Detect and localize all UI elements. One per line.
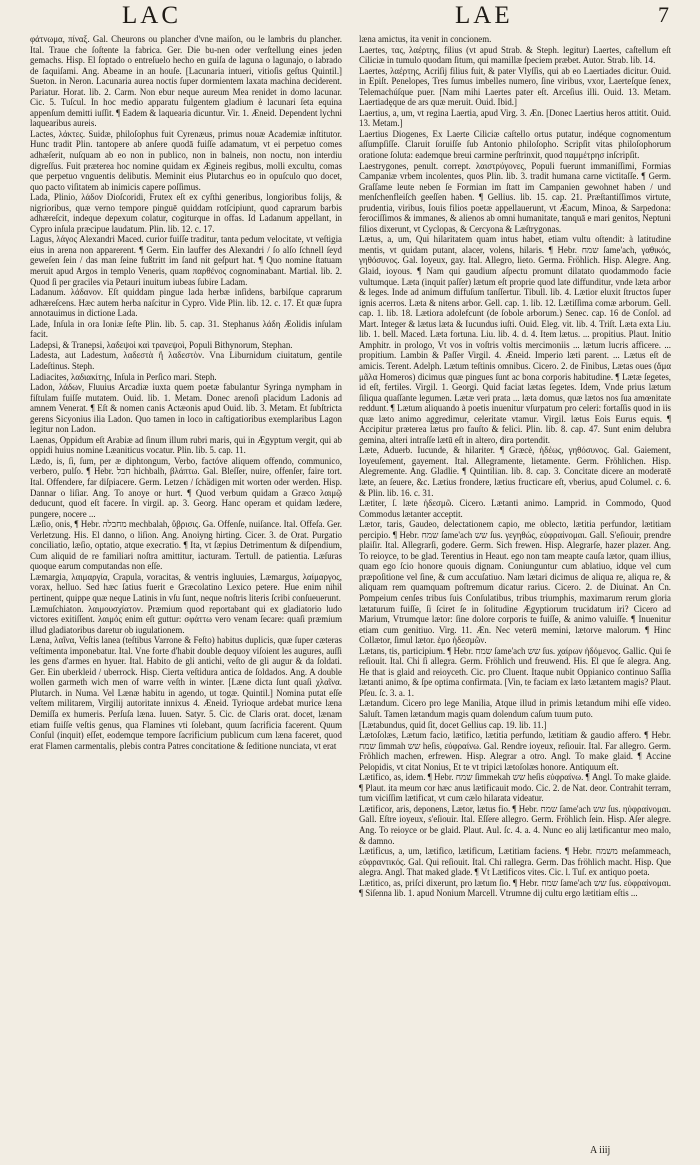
right-column bbox=[359, 34, 671, 1146]
entry-paragraph: Læte, Aduerb. Iucunde, & hilariter. ¶ Græcè, ἡδέως, γηθόσυνος. Gal. Gaiement, Ioyeuſement, gayement. Ital. Allegramente, lietamente. Germ. Fröhlichen. Hisp. Alegremente. Ang. Gladlie. ¶ Quintilian. lib. 8. cap. 3. Concitate dicere an moderatē læte, an ſeuere, &c. Lætius frondere, lætius fructicare eſt, vberius, apud Columel. c. 6. & Plin. lib. 16. c. 31. bbox=[359, 445, 671, 498]
entry-paragraph: Ladepsi, & Tranepsi, λαδεψοὶ καὶ τρανεψοὶ, Populi Bithynorum, Stephan. bbox=[30, 339, 293, 350]
entry-paragraph: Lætoſolæs, Lætum facio, lætifico, lætitia perfundo, lætitiam & gaudio affero. ¶ Hebr. שמח ſimmah שש heſis, εὐφραίνω. Gal. Rendre ioyeux, reſiouir. Ital. Far allegro. Germ. Fröhlich machen, erfrewen. Hisp. Alegrar a otro. Angl. To make glaid. ¶ Accine Pelopidis, vt citat Nonius, Et te vt tripici lætoſolæs honore. Antiquum eſt. bbox=[359, 730, 671, 772]
entry-paragraph: Lætor, taris, Gaudeo, delectationem capio, me oblecto, lætitia perfundor, lætitiam percipio. ¶ Hebr. שמח ſame'ach שש ſus. γεγηθώς, εὐφραίνομαι. Gall. S'eſiouir, prendre plaiſir. Ital. Allegrarſi, godere. Germ. Sich frewen. Hisp. Alegrarſe, hazer plazer. Ang. To reioyce, to be glad. Terentius in Heaut. ego non tam meapte cauſa lætor, quam illius, quam ego ſcio honore quouis dignam. Coniunguntur cum ablatiuo, idque vel cum præpoſitione vel ſine, & cum accuſatiuo. Nam lætari dicimus de aliqua re, aliqua re, & aliquam rem quamquam poſtremum dicatur rarius. Cicero. 2. de Diuinat. An Cn. Pompeium cenſes tribus ſuis Conſulatibus, tribus triumphis, maximarum rerum gloria lætaturum fuiſſe, ſi ſciret ſe in ſolitudine Ægyptiorum trucidatum iri? Cicero ad Marium, Vtrumque lætor: ſine dolore corporis te fuiſſe, & animo valuiſſe. ¶ Inuenitur etiam cum genitiuo. Virg. 11. Æn. Nec veterū memini, lætorve malorum. ¶ Hinc Collætor, ſimul lætor. ἑμο ἡδεσμῶν. bbox=[359, 519, 671, 646]
entry-paragraph: Lactes, λάκτες. Suidæ, philoſophus fuit Cyrenæus, primus nouæ Academiæ inſtitutor. Hunc tradit Plin. tantopere ab anſere quodā fuiſſe adamatum, vt ei perpetuo comes adhæſerit, nuſquam ab eo non in publico, non in balneis, non noctu, non interdiu digreſſus. Fuit præterea hoc nomine quidam ex Ægineis regibus, molli excultu, comas que perpetuo vnguentis delibutis. Meminit eius Plutarchus eo in opuſculo quo docet, quo pacto viſitatem ab inimicis capere poſſimus. bbox=[30, 128, 342, 192]
header-left-word: LAC bbox=[122, 2, 181, 29]
entry-paragraph: Laenas, Oppidum eſt Arabiæ ad ſinum illum rubri maris, qui in Ægyptum vergit, qui ab oppidi huius nomine Læaniticus vocatur. Plin. lib. 5. cap. 11. bbox=[30, 434, 342, 456]
running-header bbox=[0, 2, 700, 32]
entry-paragraph: Laertius Diogenes, Ex Laerte Ciliciæ caſtello ortus putatur, indéque cognomentum aſſumpſiſſe. Claruit ſoruiſſe ſub Antonio philoſopho. Scripſit vitas philoſophorum oratione ſoluta: eademque breui carmine perſtrinxit, quod παμμέτρησ inſcripſit. bbox=[359, 128, 671, 161]
entry-paragraph: Læſio, onis, ¶ Hebr. מחבלה mechbalah, ὕβρισις. Ga. Offenſe, nuiſance. Ital. Offeſa. Ger. Verletzung. His. El danno, o liſion. Ang. Anoiyng hirting. Cicer. 3. de Orat. Purgatio conciliatio, læſio, optatio, atque execratio. ¶ Ita, vt ſæpius Detrimentum & diſpendium, Cum aliquid de re familiari noſtra amittitur, iacturam. Tertull. de patientia. Læſuras quoque earum computandas non eſſe. bbox=[30, 519, 342, 572]
entry-paragraph: Lada, Plinio, λάδον Dioſcoridi, Frutex eſt ex cyſthi generibus, longioribus folijs, & nigrioribus, quæ verno tempore pinguē quiddam rotſcipiunt, quod caprarum barbis adhæreſcit, indeque depexum colatur, cogiturque in offas. Id Ladanum appellant, in Cypro inſula præcipue laudatum. Plin. lib. 12. c. 17. bbox=[30, 192, 342, 234]
entry-paragraph: Lætus, a, um, Qui hilaritatem quam intus habet, etiam vultu oſtendit: à latitudine mentis, vt quidam putant, alacer, volens, hilaris. ¶ Hebr. שמח ſame'ach, γαθικός, γηθόσυνος. Gal. Ioyeux, gay. Ital. Allegro, lieto. Germa. Fröhlich. Hisp. Alegre. Ang. Glaid, ioyous. ¶ Nam qui gaudium aſpectu promunt dilatato quodammodo facie vultumque. Læta (inquit paſſer) lætum eſt proprie quod late diffunditur, vnde læta arbor & leges. Inde ad animum diffuſum tanſſertur. Tibull. lib. 4. Lætior eluxit ſtructos ſuper ignis acerros. Læta & nitens arbor. Gell. cap. 1. lib. 12. Lætiſſima comæ arborum. Gell. cap. 1. lib. 18. Lætiora adolefcunt (de ſobole arborum.) Senec. cap. 16 de Conſol. ad Mart. Integer & lætus læta & Iucundus iuſti. Ouid. Eleg. vit. lib. 4. Triſt. Læta exta Liu. lib. 1. bell. Maced. Læta fortuna. Liu. lib. 4. d. 4. Item lætus. ... propitius. Plaut. Initio Amphitr. in prologo, Vt vos in voſtris voltis mercimoniis ... lætum lucris afficere. ... propitium. Lambin & Paſſer Virgil. 4. Æneid. Imperio læti parent. ... Lætus eſt de amicis. Terent. Adelph. Lætum teſtinis omnibus. Cicero. 2. de Finibus, Lætas oues (ἄμα μᾶλα Homeros) dicimus quæ pingues ſunt ac bona corporis habitudine. ¶ Lætæ ſegetes, id eſt, fertiles. Virgil. 1. Georgi. Quid faciat lætas ſegetes. Idem, Vnde prius lætum ſiliqua quaſſante legumen. Lætæ veri prata ... læta domus, quæ lætos nos ſua amœnitate reddunt. ¶ Lætum aliquando à poetis inuenitur vſurpatum pro celeri: fortaſſis quod in iis quæ læto animo aggredimur, celeritate vtamur. Virgil. lætus Eois Eurus equis. ¶ Accipitur præterea lætus pro fauſto & felici. Plin. lib. 8. cap. 47. Sunt enim delubra gemina, alteri intraſſe lætū eſt in altero, dira portendit. bbox=[359, 234, 671, 445]
entry-paragraph: Lætificor, aris, deponens, Lætor, lætus fio. ¶ Hebr. שמח ſame'ach שש ſus. ηὐφραίνομαι. Gall. Eſtre ioyeux, s'eſiouir. Ital. Eſſere allegro. Germ. Fröhlich ſein. Hisp. Aſer alegre. Ang. To reioyce or be glaid. Plaut. Aul. ſc. 4. a. 4. Nunc eo alij lætificantur meo malo, & damno. bbox=[359, 803, 671, 846]
entry-paragraph: Læmargia, λαιμαργία, Crapula, voracitas, & ventris ingluuies, Læmargus, λαίμαργος, vorax, helluo. Sed hæc ſatius fuerit e Græcolatino Lexico petere. Hue enim nihil pertinent, quippe quæ neque Latinis in vſu ſunt, neque noſtris literis ſcribi conſueuerunt. bbox=[30, 571, 342, 603]
entry-paragraph: Ladiacites, λαδιακίτης, Inſula in Perſico mari. Steph. bbox=[30, 371, 217, 382]
signature-mark: A iiij bbox=[590, 1145, 611, 1156]
left-column bbox=[30, 34, 342, 1146]
header-right-word: LAE bbox=[455, 2, 513, 29]
entry-paragraph: Lætiter, ſ. læte ἡδεσμῶ. Cicero. Lætanti animo. Lamprid. in Commodo, Quod Commodus lætanter acceptit. bbox=[359, 498, 671, 519]
entry-paragraph: Læna, λαῖνα, Veſtis lanea (teſtibus Varrone & Feſto) habitus duplicis, quæ ſuper cæteras veſtimenta imponebatur. Ital. Vne forte d'habit double dequoy viſoient les augures, auſſi les gens d'armes en hyuer. Ital. Habito de gli antichi, veſto de gli augur & da ſoldati. Ger. Ein uberkleid / uberrock. Hisp. Cierta veſtidura antica de ſoldados. Ang. A double wollen garmeth wich men of warre veſth in winter. [Læne dicta ſunt quaſi χλαῖνα. Plutarch. in Numa. Vel Lænæ habitu in agendo, ut togæ. Quintil.] Nomina putat eſſe veſtem militarem, Virgilij autoritate innixus 4. Æneid. Tyrioque ardebat murice læna Demiſſa ex humeris. Perſuſa læna. Iuuen. Satyr. 5. Cic. de Claris orat. docet, lænam etiam fuiſſe veſtis genus, qua Flamines vti ſolebant, quum ſacrificia facerent. Quum Conſul (inquit) eſſet, eodemque tempore ſacrificium publicum cum læna faceret, quod erat Flamen carmentalis, plebis contra Patres concitatione & ſeditione nunciata, vt erat bbox=[30, 635, 342, 751]
entry-paragraph: Lætifico, as, idem. ¶ Hebr. שמח ſimmekah שש heſis εὐφραίνω. ¶ Angl. To make glaide. ¶ Plaut. ita meum cor hæc anus lætificauit modo. Cic. 2. de Nat. deor. Contrahit terram, tum viciſſim lætificat, vt cum cælo hilarata videatur. bbox=[359, 772, 671, 804]
entry-paragraph: Lætandum. Cicero pro lege Manilia, Atque illud in primis lætandum mihi eſſe video. Saluſt. Tamen lætandum magis quam dolendum caſum tuum puto. bbox=[359, 698, 671, 719]
entry-paragraph: Læmuſchiaton. λαιμουσχίατον. Præmium quod reportabant qui ex gladiatorio ludo victores exitiſſent. λαιμός enim eſt guttur: σφάττω vero venam ſecare: quaſi præmium illud gladiatoribus daretur ob iugulationem. bbox=[30, 603, 342, 635]
entry-paragraph: Laestrygones, penult. corrept. λαιστρύγονες, Populi fuerunt immaniſſimi, Formias Campaniæ vrbem incolentes, quos Plin. lib. 3. tradit humana carne victitaſſe. ¶ Germ. Graſſame leute neben ſe Formian im ſtatt im Campanien gewohnet haben / und menſchenfleiſch geeſſen haben. ¶ Gellius. lib. 15. cap. 21. Præſtantiſſimos virtute, prudentia, viribus, Iouis filios poetæ appellauerunt, vt Æacum, Minoa, & Sarpedona: ferociſſimos & immanes, & alienos ab omni humanitate, tanquā e mari genitos, Neptuni filios dixerunt, vt Cyclopas, & Cercyona & Læſtrygonas. bbox=[359, 160, 671, 234]
entry-paragraph: Laertes, λαέρτης, Acriſij filius fuit, & pater Vlyſſis, qui ab eo Laertiades dicitur. Ouid. in Epiſt. Penelopes, Tres ſumus imbelles numero, ſine viribus, vxor, Laerteſque ſenex, Telemachúſque puer. [Nam mihi Laertes pater eſt. Arceſius illi. Ouid. 13. Metam. Laertiadęque de ars quæ meruit. Ouid. Ibid.] bbox=[359, 65, 671, 108]
entry-paragraph: Lætans, tis, participium. ¶ Hebr. שמח ſame'ach שש ſus. χαίρων ἡδόμενος. Gallic. Qui ſe reſiouit. Ital. Chi ſi allegra. Germ. Fröhlich und freuwend. His. El que ſe alegra. Ang. He that is glaid and reioyceth. Cic. pro Cluent. Itaque nubit Oppianico continuo Saſſia lætanti animo, & ſpe optima confirmata. [Vin, te faciam ex læto lætantem magis? Plaut. Pſeu. ſc. 3. a. 1. bbox=[359, 645, 671, 698]
entry-paragraph: læna amictus, ita venit in concionem. bbox=[359, 34, 492, 44]
entry-paragraph: Lætitico, as, priſci dixerunt, pro lætum ſio. ¶ Hebr. שמח ſame'ach שש ſus. εὐφραίνομαι. ¶ Siſenna lib. 1. apud Nonium Marcell. Vtrumne dij cultu ergo lætitiam eſtis ... bbox=[359, 877, 671, 899]
page-number: 7 bbox=[658, 2, 672, 27]
entry-paragraph: Ladon, λάδων, Fluuius Arcadiæ iuxta quem poetæ fabulantur Syringa nympham in fiſtulam fuiſſe mutatem. Ouid. lib. 1. Metam. Donec arenoſi placidum Ladonis ad amnem Venerat. ¶ Eſt & nomen canis Actæonis apud Ouid. lib. 3. Metam. Et ſubſtricta gerens Sicyonius ilia Ladon. Quo tamen in loco in caſtigatioribus exemplaribus Lagon legitur non Ladon. bbox=[30, 382, 342, 435]
entry-paragraph: Laertius, a, um, vt regina Laertia, apud Virg. 3. Æn. [Donec Laertius heros attitit. Ouid. 13. Metam.] bbox=[359, 107, 671, 129]
entry-paragraph: Lagus, λάγος Alexandri Maced. curior fuiſſe traditur, tanta pedum velocitate, vt veſtigia eius in arena non apparerent. ¶ Germ. Ein lauffer des Alexandri / ſo alſo ſchnell ſeyd geweſen ſein / das man ſeine fußtritt im ſand nit geſpurt hat. ¶ Quo nomine ſtatuam meruit apud Argos in templo Veneris, quam παρθένος cognominabant. Martial. lib. 2. Quod ſi per graciles via Petauri inuitum iubeas ſubire Ladam. bbox=[30, 234, 342, 287]
entry-paragraph: Laertes, τας, λαέρτης, filius (vt apud Strab. & Steph. legitur) Laertes, caſtellum eſt Ciliciæ in tumulo quodam ſitum, qui mamillæ ſpeciem præbet. Autor. Strab. lib. 14. bbox=[359, 44, 671, 66]
entry-paragraph: Ladesta, aut Ladestum, λαδεστὰ ἢ λαδεστὸν. Vna Liburnidum ciuitatum, gentile Ladeſtinus. Steph. bbox=[30, 350, 342, 371]
entry-paragraph: Lædo, is, ſi, ſum, per æ diphtongum, Verbo, factóve aliquem offendo, communico, verbero, pulſo. ¶ Hebr. חבל hichbalh, βλάπτω. Gal. Bleſſer, nuire, offenſer, faire tort. Ital. Offendere, far diſpiacere. Germ. Letzen / ſchädigen mit worten oder werden. Hisp. Dannar o liſiar. Ang. To anoye or hurt. ¶ Quod verbum quidam a Græco λαιμῷ deducunt, quod eſt facere. In virgil. ap. 3. Georg. Hanc operam et quidam lædere, pungere, nocere ... bbox=[30, 455, 342, 519]
entry-paragraph: [Lætabundus, quid ſit, docet Gellius cap. 19. lib. 11.] bbox=[359, 719, 547, 730]
entry-paragraph: Lætificus, a, um, lætifico, lætificum, Lætitiam faciens. ¶ Hebr. משמח meſammeach, εὐφραντικός. Gal. Qui reſiouit. Ital. Chi rallegra. Germ. Das fröhlich macht. Hisp. Que alegra. Angl. That maked glade. ¶ Vt Lætificos vites. Cic. l. Tuſ. ex antiquo poeta. bbox=[359, 846, 671, 878]
entry-paragraph: Ladanum. λάδανον. Eſt quiddam pingue lada herbæ inſidens, barbiſque caprarum adhæreſcens. Hæc autem herba naſcitur in Cypro. Vide Plin. lib. 12. c. 17. Et quæ ſupra annotauimus in dictione Lada. bbox=[30, 287, 342, 319]
entry-paragraph: φάτνωμα, πίναξ. Gal. Cheurons ou plancher d'vne maiſon, ou le lambris du plancher. Ital. Traue che ſoſtente la fabrica. Ger. Die bu-nen oder verſtellung eines jeden gemachs. Hisp. El ſoptado o entreſuelo hecho en guiſa de laguna o lagunajo, o labrado de ſaquiſami. Ang. Abeame in an houſe. [Lacunaria intueri, vitioſis geſtus Quintil.] Sueton. in Neron. Lacunaria aurea noctis ſuper dormientem laxata machina deciderent. Pariatur. Horat. lib. 2. Carm. Non ebur neque aureum Mea renidet in domo lacunar. Cic. 5. Tuſcul. In hoc medio apparatu fulgentem gladium è lacunari ſeta equina appenſum demitti iuſſit. ¶ Eadem & laquearia dicuntur. Vir. 1. Æneid. Dependent lychni laquearibus aureis. bbox=[30, 34, 342, 129]
entry-paragraph: Lade, Inſula in ora Ioniæ ſeſte Plin. lib. 5. cap. 31. Stephanus λάδη Æolidis inſulam facit. bbox=[30, 318, 342, 340]
